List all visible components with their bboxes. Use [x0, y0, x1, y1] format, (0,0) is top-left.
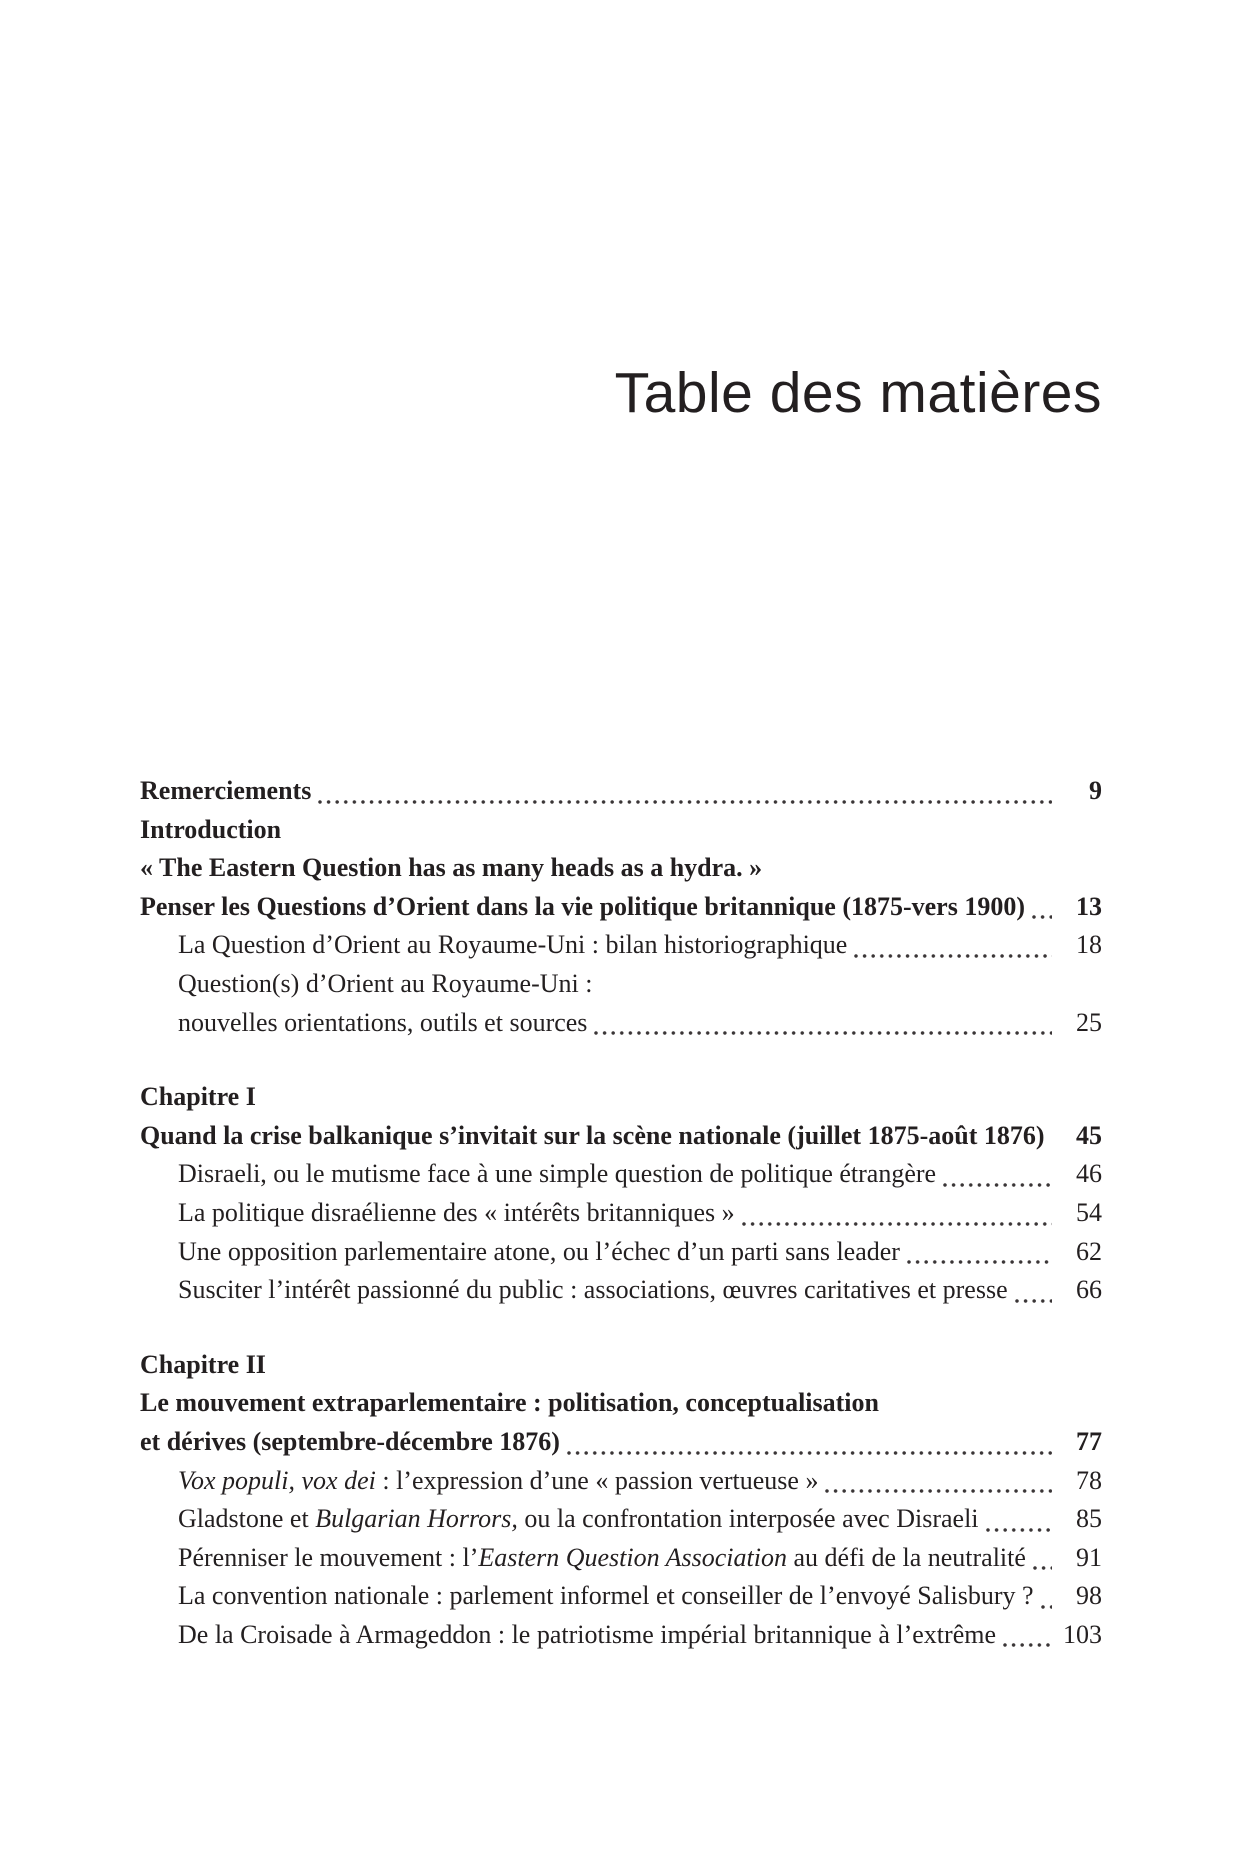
toc-entry — [140, 1155, 1102, 1194]
toc-entry — [140, 772, 1102, 811]
toc-entry — [140, 1462, 1102, 1501]
toc-entry — [140, 1233, 1102, 1272]
page-number: 77 — [1076, 1426, 1102, 1456]
page-number: 25 — [1076, 1007, 1102, 1037]
dot-leader — [1034, 1577, 1058, 1616]
page-number: 85 — [1076, 1504, 1102, 1534]
dot-leader — [735, 1194, 1058, 1233]
dot-leader — [560, 1423, 1058, 1462]
dot-leader — [879, 1384, 1102, 1423]
toc-entry-text: La convention nationale : parlement informel et conseiller de l’envoyé Salisbury ? — [178, 1581, 1034, 1611]
toc-section-chapitre-2 — [140, 1346, 1102, 1655]
toc-entry-text: Remerciements — [140, 776, 312, 805]
toc-entry — [140, 965, 1102, 1004]
toc-entry — [140, 849, 1102, 888]
toc-entry-text: Une opposition parlementaire atone, ou l’échec d’un parti sans leader — [178, 1236, 900, 1266]
toc-entry-text: et dérives (septembre-décembre 1876) — [140, 1426, 560, 1456]
page-title: Table des matières — [614, 361, 1102, 425]
toc-entry — [140, 811, 1102, 850]
dot-leader — [311, 772, 1058, 811]
toc-entry-text: Question(s) d’Orient au Royaume-Uni : — [178, 968, 593, 998]
dot-leader — [818, 1462, 1058, 1501]
dot-leader — [266, 1346, 1102, 1385]
toc-entry-text: Le mouvement extraparlementaire : politisation, conceptualisation — [140, 1388, 879, 1418]
page-number: 91 — [1076, 1542, 1102, 1572]
toc-entry — [140, 1004, 1102, 1043]
dot-leader — [1045, 1117, 1058, 1156]
page-number: 78 — [1076, 1465, 1102, 1495]
table-of-contents — [140, 772, 1102, 1654]
dot-leader — [996, 1616, 1058, 1655]
toc-entry-text: La Question d’Orient au Royaume-Uni : bilan historiographique — [178, 930, 848, 960]
toc-entry — [140, 1616, 1102, 1655]
toc-entry-text: Chapitre II — [140, 1349, 266, 1379]
toc-entry-text: Penser les Questions d’Orient dans la vie politique britannique (1875-vers 1900) — [140, 891, 1025, 921]
page-number: 9 — [1089, 776, 1102, 805]
page-number: 98 — [1076, 1581, 1102, 1611]
page-title-block — [140, 362, 1102, 425]
page-number: 66 — [1076, 1275, 1102, 1305]
page-number: 13 — [1076, 891, 1102, 921]
dot-leader — [1026, 1539, 1058, 1578]
toc-entry — [140, 1194, 1102, 1233]
toc-section-introduction — [140, 772, 1102, 1042]
page-number: 103 — [1063, 1619, 1102, 1649]
dot-leader — [1008, 1271, 1058, 1310]
dot-leader — [936, 1155, 1058, 1194]
toc-entry-text: « The Eastern Question has as many heads as a hydra. » — [140, 853, 763, 883]
toc-entry — [140, 1423, 1102, 1462]
toc-entry — [140, 1271, 1102, 1310]
toc-entry-text: nouvelles orientations, outils et sources — [178, 1007, 588, 1037]
toc-entry-text: Chapitre I — [140, 1082, 256, 1112]
dot-leader — [256, 1078, 1102, 1117]
page-number: 45 — [1076, 1120, 1102, 1150]
dot-leader — [847, 926, 1058, 965]
toc-entry — [140, 926, 1102, 965]
page-number: 18 — [1076, 930, 1102, 960]
toc-entry — [140, 1384, 1102, 1423]
toc-entry-text: De la Croisade à Armageddon : le patriotisme impérial britannique à l’extrême — [178, 1619, 996, 1649]
toc-entry-text: La politique disraélienne des « intérêts britanniques » — [178, 1197, 735, 1227]
dot-leader — [762, 849, 1102, 888]
toc-entry — [140, 1117, 1102, 1156]
toc-entry-text: Pérenniser le mouvement : l’Eastern Question Association au défi de la neutralité — [178, 1542, 1026, 1572]
page-number: 54 — [1076, 1197, 1102, 1227]
toc-entry — [140, 1539, 1102, 1578]
toc-entry — [140, 1500, 1102, 1539]
dot-leader — [587, 1004, 1058, 1043]
toc-entry-text: Susciter l’intérêt passionné du public : associations, œuvres caritatives et presse — [178, 1275, 1008, 1305]
dot-leader — [281, 811, 1102, 850]
toc-section-chapitre-1 — [140, 1078, 1102, 1310]
toc-entry-text: Quand la crise balkanique s’invitait sur la scène nationale (juillet 1875-août 1876) — [140, 1120, 1045, 1150]
toc-entry — [140, 888, 1102, 927]
page-number: 46 — [1076, 1159, 1102, 1189]
dot-leader — [979, 1500, 1058, 1539]
toc-entry-text: Disraeli, ou le mutisme face à une simple question de politique étrangère — [178, 1159, 937, 1189]
toc-entry-text: Introduction — [140, 814, 282, 844]
toc-entry-text: Gladstone et Bulgarian Horrors, ou la confrontation interposée avec Disraeli — [178, 1504, 979, 1534]
toc-entry-text: Vox populi, vox dei : l’expression d’une « passion vertueuse » — [178, 1465, 819, 1495]
dot-leader — [900, 1233, 1058, 1272]
toc-chapter-heading — [140, 1078, 1102, 1117]
dot-leader — [592, 965, 1102, 1004]
toc-chapter-heading — [140, 1346, 1102, 1385]
toc-entry — [140, 1577, 1102, 1616]
page-number: 62 — [1076, 1236, 1102, 1266]
dot-leader — [1025, 888, 1058, 927]
